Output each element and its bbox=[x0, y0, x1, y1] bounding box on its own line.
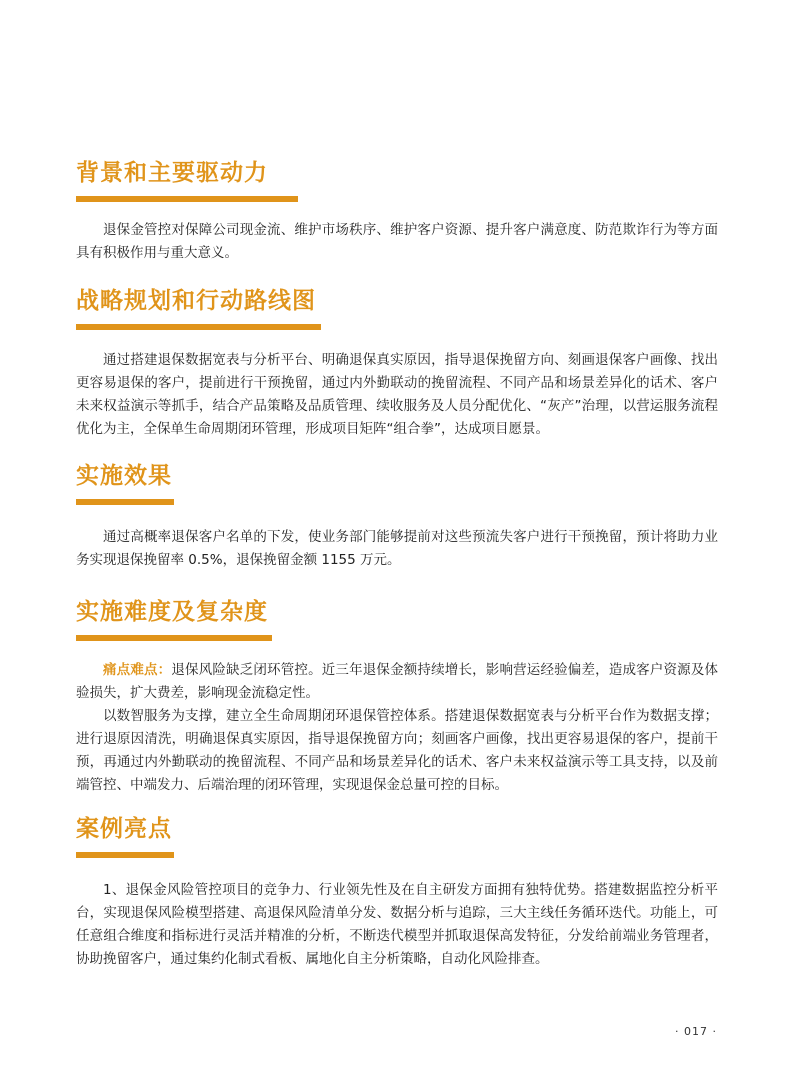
heading-underline bbox=[76, 324, 321, 330]
solution-paragraph: 以数智服务为支撑，建立全生命周期闭环退保管控体系。搭建退保数据宽表与分析平台作为数据支撑；进行退原因清洗，明确退保真实原因，指导退保挽留方向；刻画客户画像，找出更容易退保的客户，提前干预，再通过内外勤联动的挽留流程、不同产品和场景差异化的话术、客户未来权益演示等工具支持，以及前端管控、中端发力、后端治理的闭环管理，实现退保金总量可控的目标。 bbox=[76, 708, 718, 793]
section-heading: 战略规划和行动路线图 bbox=[76, 288, 316, 314]
pain-point-label: 痛点难点： bbox=[103, 662, 172, 678]
heading-underline bbox=[76, 196, 298, 202]
highlights-paragraph: 1、退保金风险管控项目的竞争力、行业领先性及在自主研发方面拥有独特优势。搭建数据监控分析平台，实现退保风险模型搭建、高退保风险清单分发、数据分析与追踪，三大主线任务循环迭代。功能上，可任意组合维度和指标进行灵活并精准的分析，不断迭代模型并抓取退保高发特征，分发给前端业务管理者，协助挽留客户，通过集约化制式看板、属地化自主分析策略，自动化风险排查。 bbox=[76, 882, 718, 967]
section-heading: 实施难度及复杂度 bbox=[76, 599, 268, 625]
page-number: · 017 · bbox=[675, 1025, 717, 1038]
section-highlights bbox=[76, 813, 718, 858]
section-strategy bbox=[76, 285, 718, 330]
effect-paragraph: 通过高概率退保客户名单的下发，使业务部门能够提前对这些预流失客户进行干预挽留，预计将助力业务实现退保挽留率 0.5%，退保挽留金额 1155 万元。 bbox=[76, 529, 718, 568]
pain-point-text: 退保风险缺乏闭环管控。近三年退保金额持续增长，影响营运经验偏差，造成客户资源及体验损失，扩大费差，影响现金流稳定性。 bbox=[76, 662, 719, 701]
pain-point-paragraph bbox=[76, 659, 718, 705]
section-background bbox=[76, 157, 718, 202]
section-heading: 背景和主要驱动力 bbox=[76, 160, 268, 186]
heading-underline bbox=[76, 635, 272, 641]
section-heading: 案例亮点 bbox=[76, 816, 172, 842]
heading-underline bbox=[76, 499, 174, 505]
background-paragraph: 退保金管控对保障公司现金流、维护市场秩序、维护客户资源、提升客户满意度、防范欺诈行为等方面具有积极作用与重大意义。 bbox=[76, 222, 718, 261]
section-difficulty bbox=[76, 596, 718, 641]
heading-underline bbox=[76, 852, 174, 858]
section-heading: 实施效果 bbox=[76, 463, 172, 489]
section-effect bbox=[76, 460, 718, 505]
strategy-paragraph: 通过搭建退保数据宽表与分析平台、明确退保真实原因，指导退保挽留方向、刻画退保客户画像、找出更容易退保的客户，提前进行干预挽留，通过内外勤联动的挽留流程、不同产品和场景差异化的话术、客户未来权益演示等抓手，结合产品策略及品质管理、续收服务及人员分配优化、“灰产”治理，以营运服务流程优化为主，全保单生命周期闭环管理，形成项目矩阵“组合拳”，达成项目愿景。 bbox=[76, 352, 718, 437]
